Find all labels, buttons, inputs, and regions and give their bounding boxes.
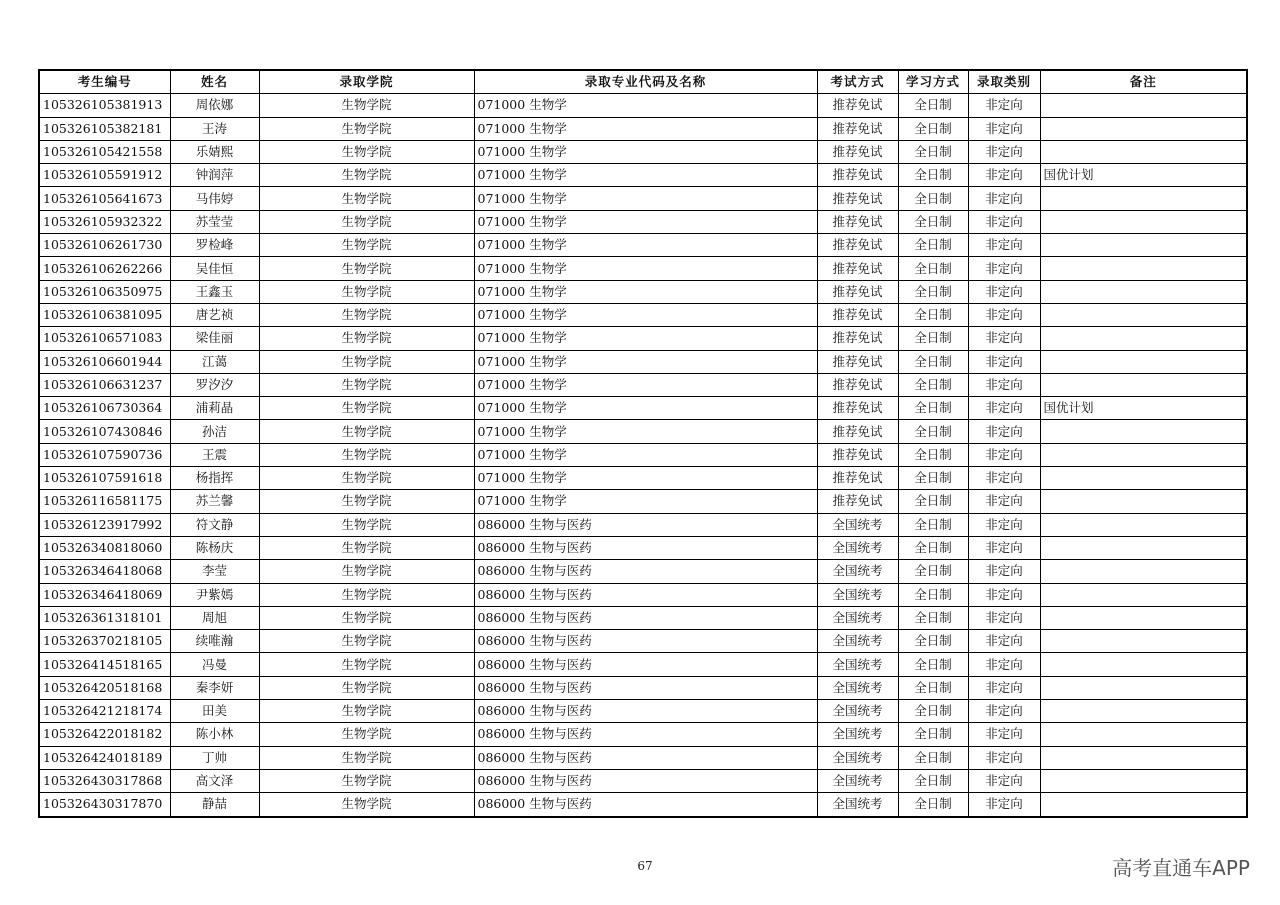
major-cell: 086000 生物与医药	[474, 676, 817, 699]
admission-type-cell: 非定向	[968, 606, 1040, 629]
major-cell: 086000 生物与医药	[474, 606, 817, 629]
study-mode-cell: 全日制	[898, 560, 968, 583]
study-mode-cell: 全日制	[898, 327, 968, 350]
major-cell: 071000 生物学	[474, 257, 817, 280]
major-cell: 071000 生物学	[474, 140, 817, 163]
table-row	[39, 140, 1247, 163]
college-cell: 生物学院	[259, 606, 474, 629]
name-cell: 苏兰馨	[170, 490, 259, 513]
note-cell	[1040, 583, 1247, 606]
major-cell: 071000 生物学	[474, 373, 817, 396]
admission-table	[38, 69, 1248, 818]
name-cell: 梁佳丽	[170, 327, 259, 350]
note-cell	[1040, 420, 1247, 443]
exam-method-cell: 全国统考	[817, 583, 898, 606]
major-cell: 071000 生物学	[474, 234, 817, 257]
admission-type-cell: 非定向	[968, 653, 1040, 676]
candidate-id-cell: 105326370218105	[39, 630, 170, 653]
college-cell: 生物学院	[259, 210, 474, 233]
header-admission-type: 录取类别	[968, 70, 1040, 94]
college-cell: 生物学院	[259, 700, 474, 723]
note-cell	[1040, 513, 1247, 536]
major-cell: 086000 生物与医药	[474, 513, 817, 536]
admission-type-cell: 非定向	[968, 560, 1040, 583]
note-cell	[1040, 327, 1247, 350]
exam-method-cell: 推荐免试	[817, 280, 898, 303]
note-cell	[1040, 257, 1247, 280]
exam-method-cell: 全国统考	[817, 793, 898, 817]
study-mode-cell: 全日制	[898, 257, 968, 280]
note-cell	[1040, 676, 1247, 699]
page-number: 67	[637, 859, 653, 873]
table-row	[39, 793, 1247, 817]
exam-method-cell: 推荐免试	[817, 490, 898, 513]
table-row	[39, 653, 1247, 676]
note-cell	[1040, 769, 1247, 792]
header-exam-method: 考试方式	[817, 70, 898, 94]
note-cell	[1040, 723, 1247, 746]
table-row	[39, 630, 1247, 653]
admission-type-cell: 非定向	[968, 490, 1040, 513]
study-mode-cell: 全日制	[898, 490, 968, 513]
note-cell	[1040, 303, 1247, 326]
note-cell	[1040, 536, 1247, 559]
study-mode-cell: 全日制	[898, 467, 968, 490]
study-mode-cell: 全日制	[898, 443, 968, 466]
study-mode-cell: 全日制	[898, 303, 968, 326]
note-cell	[1040, 280, 1247, 303]
note-cell	[1040, 117, 1247, 140]
study-mode-cell: 全日制	[898, 397, 968, 420]
note-cell	[1040, 350, 1247, 373]
table-row	[39, 536, 1247, 559]
exam-method-cell: 全国统考	[817, 606, 898, 629]
college-cell: 生物学院	[259, 560, 474, 583]
college-cell: 生物学院	[259, 653, 474, 676]
name-cell: 田美	[170, 700, 259, 723]
name-cell: 静喆	[170, 793, 259, 817]
exam-method-cell: 全国统考	[817, 536, 898, 559]
major-cell: 071000 生物学	[474, 490, 817, 513]
admission-type-cell: 非定向	[968, 280, 1040, 303]
study-mode-cell: 全日制	[898, 746, 968, 769]
candidate-id-cell: 105326107590736	[39, 443, 170, 466]
admission-type-cell: 非定向	[968, 373, 1040, 396]
exam-method-cell: 推荐免试	[817, 467, 898, 490]
study-mode-cell: 全日制	[898, 606, 968, 629]
college-cell: 生物学院	[259, 164, 474, 187]
table-row	[39, 117, 1247, 140]
header-major: 录取专业代码及名称	[474, 70, 817, 94]
name-cell: 冯曼	[170, 653, 259, 676]
admission-type-cell: 非定向	[968, 676, 1040, 699]
name-cell: 符文静	[170, 513, 259, 536]
name-cell: 杨指挥	[170, 467, 259, 490]
exam-method-cell: 推荐免试	[817, 397, 898, 420]
table-row	[39, 350, 1247, 373]
table-row	[39, 490, 1247, 513]
exam-method-cell: 推荐免试	[817, 373, 898, 396]
table-row	[39, 397, 1247, 420]
name-cell: 罗检峰	[170, 234, 259, 257]
name-cell: 王鑫玉	[170, 280, 259, 303]
exam-method-cell: 全国统考	[817, 676, 898, 699]
table-body	[39, 94, 1247, 817]
major-cell: 071000 生物学	[474, 420, 817, 443]
major-cell: 071000 生物学	[474, 467, 817, 490]
exam-method-cell: 推荐免试	[817, 210, 898, 233]
candidate-id-cell: 105326106350975	[39, 280, 170, 303]
note-cell	[1040, 490, 1247, 513]
college-cell: 生物学院	[259, 234, 474, 257]
exam-method-cell: 推荐免试	[817, 257, 898, 280]
exam-method-cell: 推荐免试	[817, 187, 898, 210]
college-cell: 生物学院	[259, 536, 474, 559]
exam-method-cell: 推荐免试	[817, 443, 898, 466]
admission-type-cell: 非定向	[968, 327, 1040, 350]
name-cell: 秦李妍	[170, 676, 259, 699]
header-college: 录取学院	[259, 70, 474, 94]
major-cell: 086000 生物与医药	[474, 583, 817, 606]
candidate-id-cell: 105326106571083	[39, 327, 170, 350]
note-cell	[1040, 793, 1247, 817]
exam-method-cell: 推荐免试	[817, 140, 898, 163]
college-cell: 生物学院	[259, 327, 474, 350]
admission-type-cell: 非定向	[968, 769, 1040, 792]
admission-type-cell: 非定向	[968, 443, 1040, 466]
college-cell: 生物学院	[259, 723, 474, 746]
name-cell: 乐婧熙	[170, 140, 259, 163]
admission-type-cell: 非定向	[968, 793, 1040, 817]
study-mode-cell: 全日制	[898, 653, 968, 676]
header-row	[39, 70, 1247, 94]
note-cell	[1040, 234, 1247, 257]
candidate-id-cell: 105326105421558	[39, 140, 170, 163]
study-mode-cell: 全日制	[898, 350, 968, 373]
major-cell: 071000 生物学	[474, 94, 817, 117]
study-mode-cell: 全日制	[898, 700, 968, 723]
table-row	[39, 769, 1247, 792]
table-row	[39, 583, 1247, 606]
college-cell: 生物学院	[259, 397, 474, 420]
table-row	[39, 723, 1247, 746]
college-cell: 生物学院	[259, 94, 474, 117]
table-row	[39, 280, 1247, 303]
candidate-id-cell: 105326106261730	[39, 234, 170, 257]
table-row	[39, 700, 1247, 723]
name-cell: 吴佳恒	[170, 257, 259, 280]
header-name: 姓名	[170, 70, 259, 94]
name-cell: 尹紫嫣	[170, 583, 259, 606]
table-row	[39, 467, 1247, 490]
major-cell: 071000 生物学	[474, 117, 817, 140]
name-cell: 孙洁	[170, 420, 259, 443]
name-cell: 苏莹莹	[170, 210, 259, 233]
major-cell: 071000 生物学	[474, 327, 817, 350]
study-mode-cell: 全日制	[898, 164, 968, 187]
table-row	[39, 94, 1247, 117]
name-cell: 李莹	[170, 560, 259, 583]
candidate-id-cell: 105326340818060	[39, 536, 170, 559]
note-cell	[1040, 560, 1247, 583]
study-mode-cell: 全日制	[898, 187, 968, 210]
major-cell: 071000 生物学	[474, 350, 817, 373]
college-cell: 生物学院	[259, 303, 474, 326]
table-row	[39, 443, 1247, 466]
name-cell: 马伟婷	[170, 187, 259, 210]
name-cell: 江蔼	[170, 350, 259, 373]
note-cell	[1040, 94, 1247, 117]
exam-method-cell: 全国统考	[817, 700, 898, 723]
major-cell: 086000 生物与医药	[474, 769, 817, 792]
study-mode-cell: 全日制	[898, 676, 968, 699]
exam-method-cell: 推荐免试	[817, 420, 898, 443]
admission-type-cell: 非定向	[968, 257, 1040, 280]
exam-method-cell: 推荐免试	[817, 350, 898, 373]
college-cell: 生物学院	[259, 583, 474, 606]
watermark: 高考直通车APP	[1112, 856, 1250, 880]
admission-type-cell: 非定向	[968, 746, 1040, 769]
exam-method-cell: 全国统考	[817, 723, 898, 746]
major-cell: 071000 生物学	[474, 280, 817, 303]
admission-type-cell: 非定向	[968, 536, 1040, 559]
name-cell: 续唯瀚	[170, 630, 259, 653]
note-cell	[1040, 630, 1247, 653]
major-cell: 071000 生物学	[474, 187, 817, 210]
study-mode-cell: 全日制	[898, 94, 968, 117]
candidate-id-cell: 105326106631237	[39, 373, 170, 396]
exam-method-cell: 推荐免试	[817, 327, 898, 350]
table-row	[39, 234, 1247, 257]
major-cell: 086000 生物与医药	[474, 560, 817, 583]
note-cell: 国优计划	[1040, 164, 1247, 187]
college-cell: 生物学院	[259, 257, 474, 280]
study-mode-cell: 全日制	[898, 280, 968, 303]
study-mode-cell: 全日制	[898, 583, 968, 606]
study-mode-cell: 全日制	[898, 630, 968, 653]
college-cell: 生物学院	[259, 513, 474, 536]
study-mode-cell: 全日制	[898, 793, 968, 817]
candidate-id-cell: 105326424018189	[39, 746, 170, 769]
name-cell: 周旭	[170, 606, 259, 629]
candidate-id-cell: 105326430317868	[39, 769, 170, 792]
name-cell: 钟润萍	[170, 164, 259, 187]
college-cell: 生物学院	[259, 630, 474, 653]
college-cell: 生物学院	[259, 187, 474, 210]
admission-type-cell: 非定向	[968, 397, 1040, 420]
name-cell: 唐艺祯	[170, 303, 259, 326]
major-cell: 071000 生物学	[474, 303, 817, 326]
note-cell	[1040, 140, 1247, 163]
major-cell: 086000 生物与医药	[474, 793, 817, 817]
admission-type-cell: 非定向	[968, 630, 1040, 653]
candidate-id-cell: 105326361318101	[39, 606, 170, 629]
exam-method-cell: 全国统考	[817, 653, 898, 676]
candidate-id-cell: 105326105381913	[39, 94, 170, 117]
candidate-id-cell: 105326106381095	[39, 303, 170, 326]
candidate-id-cell: 105326421218174	[39, 700, 170, 723]
note-cell	[1040, 373, 1247, 396]
major-cell: 071000 生物学	[474, 443, 817, 466]
candidate-id-cell: 105326105382181	[39, 117, 170, 140]
major-cell: 071000 生物学	[474, 210, 817, 233]
study-mode-cell: 全日制	[898, 117, 968, 140]
note-cell	[1040, 443, 1247, 466]
college-cell: 生物学院	[259, 140, 474, 163]
major-cell: 086000 生物与医药	[474, 723, 817, 746]
study-mode-cell: 全日制	[898, 140, 968, 163]
study-mode-cell: 全日制	[898, 420, 968, 443]
exam-method-cell: 推荐免试	[817, 234, 898, 257]
major-cell: 071000 生物学	[474, 164, 817, 187]
study-mode-cell: 全日制	[898, 210, 968, 233]
major-cell: 071000 生物学	[474, 397, 817, 420]
name-cell: 王震	[170, 443, 259, 466]
admission-type-cell: 非定向	[968, 583, 1040, 606]
table-row	[39, 164, 1247, 187]
header-note: 备注	[1040, 70, 1247, 94]
college-cell: 生物学院	[259, 746, 474, 769]
table-row	[39, 513, 1247, 536]
college-cell: 生物学院	[259, 443, 474, 466]
admission-type-cell: 非定向	[968, 94, 1040, 117]
name-cell: 高文泽	[170, 769, 259, 792]
study-mode-cell: 全日制	[898, 513, 968, 536]
table-row	[39, 187, 1247, 210]
admission-type-cell: 非定向	[968, 117, 1040, 140]
college-cell: 生物学院	[259, 769, 474, 792]
study-mode-cell: 全日制	[898, 536, 968, 559]
candidate-id-cell: 105326414518165	[39, 653, 170, 676]
exam-method-cell: 全国统考	[817, 560, 898, 583]
candidate-id-cell: 105326346418069	[39, 583, 170, 606]
major-cell: 086000 生物与医药	[474, 700, 817, 723]
exam-method-cell: 推荐免试	[817, 117, 898, 140]
candidate-id-cell: 105326430317870	[39, 793, 170, 817]
table-row	[39, 676, 1247, 699]
major-cell: 086000 生物与医药	[474, 653, 817, 676]
admission-type-cell: 非定向	[968, 700, 1040, 723]
candidate-id-cell: 105326107591618	[39, 467, 170, 490]
name-cell: 陈小林	[170, 723, 259, 746]
college-cell: 生物学院	[259, 793, 474, 817]
note-cell	[1040, 700, 1247, 723]
note-cell	[1040, 467, 1247, 490]
college-cell: 生物学院	[259, 350, 474, 373]
table-row	[39, 560, 1247, 583]
name-cell: 周依娜	[170, 94, 259, 117]
candidate-id-cell: 105326422018182	[39, 723, 170, 746]
admission-type-cell: 非定向	[968, 234, 1040, 257]
admission-type-cell: 非定向	[968, 140, 1040, 163]
admission-type-cell: 非定向	[968, 187, 1040, 210]
note-cell	[1040, 606, 1247, 629]
note-cell	[1040, 187, 1247, 210]
name-cell: 罗汐汐	[170, 373, 259, 396]
admission-type-cell: 非定向	[968, 210, 1040, 233]
table-row	[39, 373, 1247, 396]
candidate-id-cell: 105326106262266	[39, 257, 170, 280]
note-cell	[1040, 653, 1247, 676]
college-cell: 生物学院	[259, 467, 474, 490]
college-cell: 生物学院	[259, 676, 474, 699]
name-cell: 陈杨庆	[170, 536, 259, 559]
header-candidate-id: 考生编号	[39, 70, 170, 94]
study-mode-cell: 全日制	[898, 373, 968, 396]
name-cell: 丁帅	[170, 746, 259, 769]
table-row	[39, 746, 1247, 769]
college-cell: 生物学院	[259, 280, 474, 303]
table-row	[39, 327, 1247, 350]
candidate-id-cell: 105326346418068	[39, 560, 170, 583]
admission-type-cell: 非定向	[968, 467, 1040, 490]
study-mode-cell: 全日制	[898, 723, 968, 746]
note-cell: 国优计划	[1040, 397, 1247, 420]
candidate-id-cell: 105326105932322	[39, 210, 170, 233]
major-cell: 086000 生物与医药	[474, 630, 817, 653]
exam-method-cell: 全国统考	[817, 746, 898, 769]
exam-method-cell: 全国统考	[817, 630, 898, 653]
name-cell: 王涛	[170, 117, 259, 140]
major-cell: 086000 生物与医药	[474, 746, 817, 769]
admission-type-cell: 非定向	[968, 420, 1040, 443]
exam-method-cell: 全国统考	[817, 769, 898, 792]
admission-type-cell: 非定向	[968, 513, 1040, 536]
exam-method-cell: 推荐免试	[817, 164, 898, 187]
table-row	[39, 420, 1247, 443]
table-row	[39, 606, 1247, 629]
table-row	[39, 257, 1247, 280]
major-cell: 086000 生物与医药	[474, 536, 817, 559]
exam-method-cell: 推荐免试	[817, 303, 898, 326]
exam-method-cell: 全国统考	[817, 513, 898, 536]
exam-method-cell: 推荐免试	[817, 94, 898, 117]
candidate-id-cell: 105326107430846	[39, 420, 170, 443]
table-row	[39, 303, 1247, 326]
college-cell: 生物学院	[259, 420, 474, 443]
table-row	[39, 210, 1247, 233]
college-cell: 生物学院	[259, 373, 474, 396]
candidate-id-cell: 105326105641673	[39, 187, 170, 210]
table-header	[39, 70, 1247, 94]
study-mode-cell: 全日制	[898, 234, 968, 257]
note-cell	[1040, 746, 1247, 769]
candidate-id-cell: 105326123917992	[39, 513, 170, 536]
header-study-mode: 学习方式	[898, 70, 968, 94]
admission-type-cell: 非定向	[968, 723, 1040, 746]
admission-type-cell: 非定向	[968, 164, 1040, 187]
admission-type-cell: 非定向	[968, 350, 1040, 373]
candidate-id-cell: 105326420518168	[39, 676, 170, 699]
candidate-id-cell: 105326106730364	[39, 397, 170, 420]
candidate-id-cell: 105326116581175	[39, 490, 170, 513]
candidate-id-cell: 105326105591912	[39, 164, 170, 187]
candidate-id-cell: 105326106601944	[39, 350, 170, 373]
name-cell: 浦莉晶	[170, 397, 259, 420]
study-mode-cell: 全日制	[898, 769, 968, 792]
college-cell: 生物学院	[259, 117, 474, 140]
admission-type-cell: 非定向	[968, 303, 1040, 326]
admission-list-sheet	[38, 69, 1246, 818]
college-cell: 生物学院	[259, 490, 474, 513]
note-cell	[1040, 210, 1247, 233]
